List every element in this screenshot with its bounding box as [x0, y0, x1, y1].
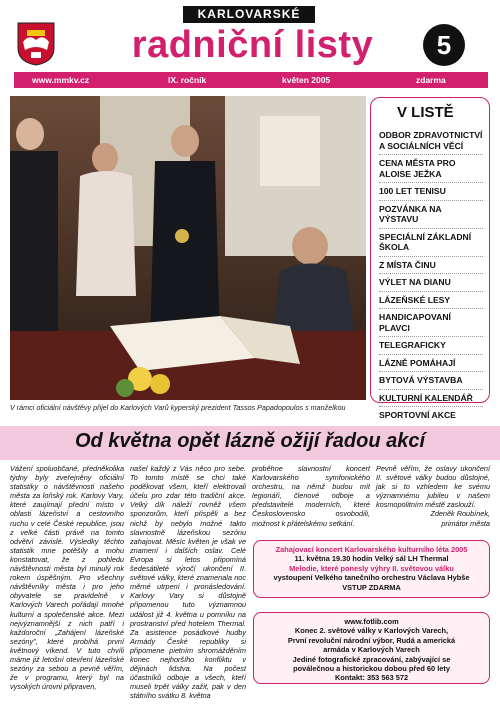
- issue-date: květen 2005: [282, 75, 331, 85]
- masthead-info-bar: [14, 72, 488, 88]
- contents-item[interactable]: HANDICAPOVANÍ PLAVCI: [379, 309, 483, 337]
- exhibition-contact: Kontakt: 353 563 572: [334, 673, 409, 683]
- concert-promo-line: Zahajovací koncert Karlovarského kulturního léta 2005: [275, 545, 468, 554]
- coat-of-arms-logo: [17, 22, 55, 66]
- exhibition-promo-line: První revoluční národní výbor, Rudá a americká: [287, 635, 456, 645]
- volume-label: IX. ročník: [168, 75, 207, 85]
- concert-promo-line: vystoupení Velkého tanečního orchestru Václava Hybše: [273, 573, 470, 583]
- website-link[interactable]: www.mmkv.cz: [32, 75, 90, 85]
- contents-item[interactable]: TELEGRAFICKY: [379, 337, 483, 355]
- masthead-kicker: KARLOVARSKÉ: [183, 6, 315, 23]
- newspaper-title: radniční listy: [131, 24, 374, 66]
- contents-item[interactable]: Z MÍSTA ČINU: [379, 257, 483, 275]
- contents-item[interactable]: 100 LET TENISU: [379, 183, 483, 201]
- article-column-1: Vážení spoluobčané, předněkolika týdny byly zveřejněny oficiální statistiky o návštěvnosti našeho města za loňský rok. Karlovy Vary, které zaujímají přední místo v oblasti lázeňství a cestovního ruchu v celé České republice, jsou z velké části právě na tomto odvětví závislé. Výsledky těchto statistik mne potěšily a mohu konstatovat, že z pohledu návštěvnosti města byl minulý rok rokem úspěšným. Pro všechny návštěvníky města i pro jeho obyvatele se pravidelně v Karlových Varech pořádají mnohé kulturní a společenské akce. Mezi nejvýznamnější z nich patří i každoroční „Zahájení lázeňské sezóny", které probíhá první květnový víkend. V tuto chvíli máme již letošní otevření lázeňské sezóny za sebou a pevně věřím, že v programu, který byl na vysokých úrovni připraven,: [10, 464, 124, 692]
- signature-role: primátor města: [441, 518, 490, 528]
- article-column-4-text: Pevně věřím, že oslavy ukončení II. světové války budou důstojné, jak si to vzhledem ke svému významnému jubileu v našem kosmopolitním městě zaslouží.: [376, 464, 490, 510]
- contents-item[interactable]: POZVÁNKA NA VÝSTAVU: [379, 201, 483, 229]
- article-column-4: [376, 464, 490, 528]
- exhibition-promo-line: Jediné fotografické zpracování, zabývající se: [292, 654, 451, 664]
- concert-promo-line: 11. května 19.30 hodin Velký sál LH Thermal: [294, 554, 449, 564]
- exhibition-promo-line: armáda v Karlových Varech: [323, 645, 420, 655]
- contents-item[interactable]: ODBOR ZDRAVOTNICTVÍ A SOCIÁLNÍCH VĚCÍ: [379, 127, 483, 155]
- price-label: zdarma: [416, 75, 446, 85]
- article-headline: Od května opět lázně ožijí řadou akcí: [74, 430, 426, 452]
- contents-title: V LISTĚ: [397, 104, 454, 121]
- exhibition-promo-line: Konec 2. světové války v Karlových Varech,: [294, 626, 449, 636]
- contents-item[interactable]: LÁZEŇSKÉ LESY: [379, 292, 483, 310]
- contents-sidebar: [370, 97, 490, 420]
- signature-name: Zdeněk Roubínek,: [430, 509, 490, 519]
- concert-promo-line: VSTUP ZDARMA: [342, 582, 401, 592]
- photo-caption: V rámci oficiální návštěvy přijel do Karlových Varů kyperský prezident Tassos Papadopoulos s manželkou: [10, 403, 346, 412]
- article-column-3: proběhne slavnostní koncert Karlovarského symfonického orchestru, na němž budou mít legionáři, členové odboje a představitelé moderních, které Československo osvobodili, možnost k přátelskému setkání.: [252, 464, 370, 528]
- exhibition-promo-line: poválečnou a historickou dobou před 60 lety: [293, 664, 450, 674]
- exhibition-promo-box: [253, 612, 490, 684]
- contents-item[interactable]: SPECIÁLNÍ ZÁKLADNÍ ŠKOLA: [379, 229, 483, 257]
- contents-item[interactable]: LÁZNĚ POMÁHAJÍ: [379, 355, 483, 373]
- contents-item[interactable]: SPORTOVNÍ AKCE: [379, 410, 456, 420]
- concert-promo-box: [253, 540, 490, 598]
- exhibition-website-link[interactable]: www.fotlib.com: [344, 617, 399, 626]
- front-page-photo: [10, 96, 366, 400]
- masthead: [0, 0, 500, 88]
- concert-promo-line: Melodie, které ponesly výhry II. světovou válku: [289, 563, 454, 573]
- issue-number-badge: 5: [423, 24, 465, 66]
- contents-item[interactable]: BYTOVÁ VÝSTAVBA: [379, 372, 483, 390]
- contents-item[interactable]: VÝLET NA DIANU: [379, 274, 483, 292]
- contents-item[interactable]: CENA MĚSTA PRO ALOISE JEŽKA: [379, 155, 483, 183]
- article-column-2: našel každý z Vás něco pro sebe. To tomto místě se chci také poděkovat všem, kteří elektrovali účelu pro zdar této tradiční akce. Velký dík náleží rovněž všem sponzorům, kteří přispěli a bez nichž by nebylo možné takto slavnostně lázeňskou sezónu zahajovat. Měsíc květen je však ve znamení i dalších oslav. Celé Evropa si letos připomíná šedesátileté výročí ukončení II. světové války, které znamenala noc měrné utrpení i pronásledování. Karlovy Vary si důstojně připomenou tuto významnou událost již 4. května u pomníku na prostranství před hotelem Thermal. Za asistence posádkové hudby Armády České republiky si připomene pietním shromážděním konec nejhoršího konfliktu v dějinách lidstva. Na počest účastníků odboje a všech, kteří museli trpět války zažit, pak v den státního svátku 8. května: [130, 464, 246, 701]
- contents-item[interactable]: KULTURNÍ KALENDÁŘ: [379, 390, 483, 408]
